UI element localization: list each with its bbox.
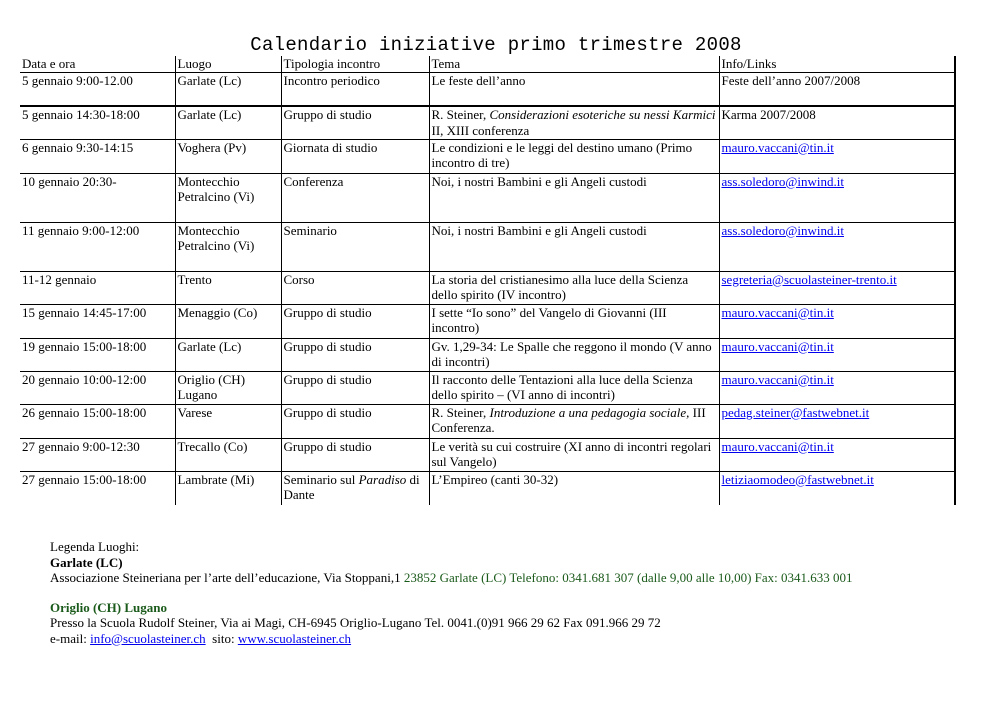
legend-origlio-address: Presso la Scuola Rudolf Steiner, Via ai Magi, CH-6945 Origlio-Lugano Tel. 0041.(0)91 966 29 62 Fax 091.966 29 72 bbox=[50, 615, 661, 630]
book-title: Considerazioni esoteriche su nessi Karmici bbox=[489, 107, 716, 122]
legend bbox=[50, 539, 970, 646]
cell-date: 5 gennaio 14:30-18:00 bbox=[20, 106, 175, 139]
table-row bbox=[20, 471, 955, 505]
theme-text: II, XIII conferenza bbox=[431, 122, 530, 138]
email-link[interactable]: ass.soledoro@inwind.it bbox=[721, 222, 844, 238]
table-row bbox=[20, 271, 955, 304]
cell-theme: La storia del cristianesimo alla luce della Scienza dello spirito (IV incontro) bbox=[429, 271, 719, 304]
cell-info bbox=[719, 222, 955, 271]
cell-date: 6 gennaio 9:30-14:15 bbox=[20, 139, 175, 173]
cell-date: 19 gennaio 15:00-18:00 bbox=[20, 338, 175, 371]
cell-type: Gruppo di studio bbox=[281, 106, 429, 139]
email-link[interactable]: mauro.vaccani@tin.it bbox=[721, 371, 834, 387]
cell-type bbox=[281, 471, 429, 505]
book-title: Introduzione a una pedagogia sociale, bbox=[489, 404, 690, 420]
cell-place: Menaggio (Co) bbox=[175, 304, 281, 338]
cell-info: Karma 2007/2008 bbox=[719, 106, 955, 139]
cell-place: Trento bbox=[175, 271, 281, 304]
header-type: Tipologia incontro bbox=[281, 56, 429, 72]
header-date: Data e ora bbox=[20, 56, 175, 72]
cell-theme: Noi, i nostri Bambini e gli Angeli custodi bbox=[429, 222, 719, 271]
page-title: Calendario iniziative primo trimestre 2008 bbox=[250, 34, 742, 56]
theme-text: III Conferenza. bbox=[431, 404, 706, 435]
email-link[interactable]: mauro.vaccani@tin.it bbox=[721, 338, 834, 354]
cell-place: Garlate (Lc) bbox=[175, 72, 281, 106]
email-link[interactable]: letiziaomodeo@fastwebnet.it bbox=[721, 471, 874, 487]
cell-place: Origlio (CH) Lugano bbox=[175, 371, 281, 404]
cell-info bbox=[719, 438, 955, 471]
cell-theme bbox=[429, 106, 719, 139]
cell-date: 11-12 gennaio bbox=[20, 271, 175, 304]
table-row bbox=[20, 338, 955, 371]
header-theme: Tema bbox=[429, 56, 719, 72]
cell-type: Gruppo di studio bbox=[281, 338, 429, 371]
table-row bbox=[20, 371, 955, 404]
email-link[interactable]: mauro.vaccani@tin.it bbox=[721, 139, 834, 155]
table-row bbox=[20, 173, 955, 222]
type-text: di Dante bbox=[283, 471, 420, 502]
cell-info bbox=[719, 139, 955, 173]
garlate-address-text: Associazione Steineriana per l’arte dell’educazione, Via Stoppani,1 bbox=[50, 570, 404, 585]
table-row bbox=[20, 404, 955, 438]
email-link[interactable]: pedag.steiner@fastwebnet.it bbox=[721, 404, 870, 420]
cell-theme: Il racconto delle Tentazioni alla luce della Scienza dello spirito – (VI anno di incontri) bbox=[429, 371, 719, 404]
table-row bbox=[20, 72, 955, 106]
cell-type: Gruppo di studio bbox=[281, 404, 429, 438]
email-link[interactable]: mauro.vaccani@tin.it bbox=[721, 438, 834, 454]
cell-place: Varese bbox=[175, 404, 281, 438]
cell-place: Garlate (Lc) bbox=[175, 338, 281, 371]
cell-date: 27 gennaio 15:00-18:00 bbox=[22, 471, 147, 487]
cell-theme: Gv. 1,29-34: Le Spalle che reggono il mondo (V anno di incontri) bbox=[429, 338, 719, 371]
cell-date: 5 gennaio 9:00-12.00 bbox=[20, 72, 175, 106]
legend-heading: Legenda Luoghi: bbox=[50, 539, 140, 554]
legend-garlate-address bbox=[50, 570, 970, 586]
cell-info bbox=[719, 304, 955, 338]
theme-text: R. Steiner, bbox=[431, 404, 490, 420]
cell-theme: I sette “Io sono” del Vangelo di Giovanni (III incontro) bbox=[429, 304, 719, 338]
cell-type: Gruppo di studio bbox=[281, 304, 429, 338]
cell-type: Corso bbox=[281, 271, 429, 304]
website-link[interactable]: www.scuolasteiner.ch bbox=[237, 630, 352, 646]
cell-info bbox=[719, 338, 955, 371]
header-info: Info/Links bbox=[719, 56, 955, 72]
cell-place: Lambrate (Mi) bbox=[175, 471, 281, 505]
email-link[interactable]: segreteria@scuolasteiner-trento.it bbox=[721, 271, 897, 287]
legend-origlio-name: Origlio (CH) Lugano bbox=[50, 599, 168, 615]
cell-info: Feste dell’anno 2007/2008 bbox=[719, 72, 955, 106]
cell-place: Montecchio Petralcino (Vi) bbox=[175, 222, 281, 271]
site-label: sito: bbox=[205, 630, 238, 646]
email-label: e-mail: bbox=[50, 630, 91, 646]
cell-theme: Le feste dell’anno bbox=[429, 72, 719, 106]
events-table bbox=[20, 56, 956, 505]
theme-text: R. Steiner, bbox=[431, 107, 490, 122]
cell-place: Voghera (Pv) bbox=[175, 139, 281, 173]
cell-theme: Le condizioni e le leggi del destino umano (Primo incontro di tre) bbox=[429, 139, 719, 173]
type-text: Seminario sul bbox=[283, 471, 359, 487]
legend-origlio-contacts bbox=[50, 631, 970, 647]
cell-place: Garlate (Lc) bbox=[175, 106, 281, 139]
cell-info bbox=[719, 271, 955, 304]
table-row bbox=[20, 438, 955, 471]
email-link[interactable]: mauro.vaccani@tin.it bbox=[721, 304, 834, 320]
email-link[interactable]: ass.soledoro@inwind.it bbox=[721, 173, 844, 189]
cell-place: Trecallo (Co) bbox=[175, 438, 281, 471]
header-place: Luogo bbox=[175, 56, 281, 72]
email-link[interactable]: info@scuolasteiner.ch bbox=[90, 630, 206, 646]
cell-theme bbox=[429, 404, 719, 438]
cell-type: Seminario bbox=[281, 222, 429, 271]
cell-theme: Noi, i nostri Bambini e gli Angeli custodi bbox=[429, 173, 719, 222]
table-header-row bbox=[20, 56, 955, 72]
cell-date: 11 gennaio 9:00-12:00 bbox=[20, 222, 175, 271]
cell-theme: L’Empireo (canti 30-32) bbox=[429, 471, 719, 505]
cell-theme: Le verità su cui costruire (XI anno di incontri regolari sul Vangelo) bbox=[429, 438, 719, 471]
garlate-address-contact: 23852 Garlate (LC) Telefono: 0341.681 307 (dalle 9,00 alle 10,00) Fax: 0341.633 001 bbox=[403, 570, 853, 585]
cell-date: 27 gennaio 9:00-12:30 bbox=[20, 438, 175, 471]
table-row bbox=[20, 106, 955, 139]
legend-garlate-name: Garlate (LC) bbox=[50, 554, 123, 570]
table-row bbox=[20, 139, 955, 173]
cell-info bbox=[719, 404, 955, 438]
cell-info bbox=[719, 471, 955, 505]
cell-type: Gruppo di studio bbox=[281, 438, 429, 471]
cell-type: Conferenza bbox=[281, 173, 429, 222]
cell-date: 15 gennaio 14:45-17:00 bbox=[20, 304, 175, 338]
cell-date: 20 gennaio 10:00-12:00 bbox=[20, 371, 175, 404]
cell-type: Incontro periodico bbox=[281, 72, 429, 106]
cell-info bbox=[719, 371, 955, 404]
cell-place: Montecchio Petralcino (Vi) bbox=[175, 173, 281, 222]
table-row bbox=[20, 222, 955, 271]
table-row bbox=[20, 304, 955, 338]
cell-date: 10 gennaio 20:30- bbox=[20, 173, 175, 222]
work-title: Paradiso bbox=[358, 471, 407, 487]
cell-date: 26 gennaio 15:00-18:00 bbox=[20, 404, 175, 438]
cell-type: Giornata di studio bbox=[281, 139, 429, 173]
cell-type: Gruppo di studio bbox=[281, 371, 429, 404]
cell-info bbox=[719, 173, 955, 222]
